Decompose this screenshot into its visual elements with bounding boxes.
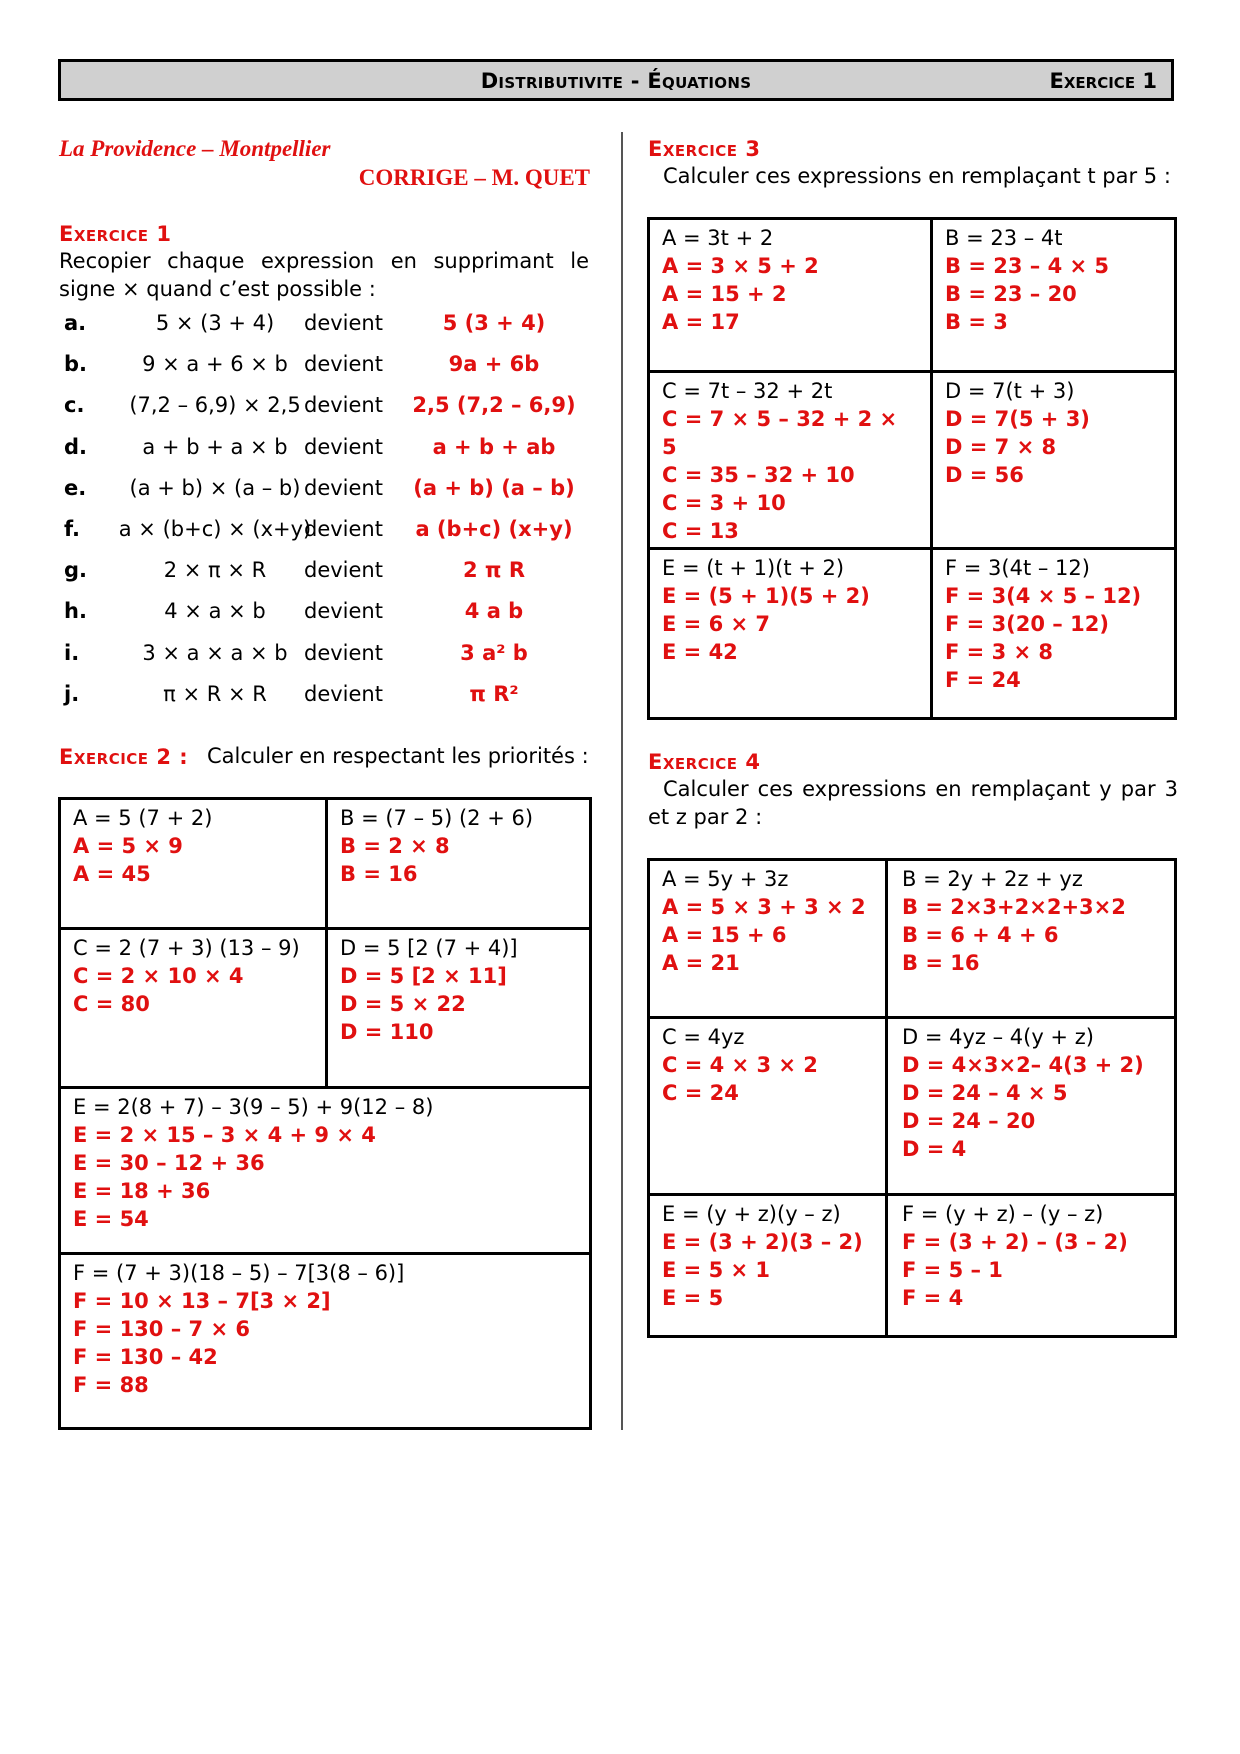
ex1-devient: devient (304, 517, 383, 541)
ex1-devient: devient (304, 352, 383, 377)
ex1-heading: Exercice 1 (59, 222, 172, 246)
cell-answer-line: F = 4 (902, 1286, 964, 1310)
cell-answer-line: C = 80 (73, 992, 150, 1016)
ex1-devient: devient (304, 640, 383, 665)
ex2-cell-e (61, 1089, 591, 1237)
cell-answer-line: B = 6 + 4 + 6 (902, 923, 1059, 947)
cell-answer-line: E = 30 – 12 + 36 (73, 1151, 265, 1175)
cell-question: D = 7(t + 3) (945, 379, 1075, 403)
cell-answer-line: F = 5 – 1 (902, 1258, 1003, 1282)
cell-question: F = (7 + 3)(18 – 5) – 7[3(8 – 6)] (73, 1261, 405, 1285)
school-name: La Providence – Montpellier (59, 136, 331, 161)
ex1-letter: e. (64, 475, 87, 500)
ex1-result: 3 a² b (460, 640, 528, 665)
ex4-cell-c (650, 1019, 885, 1111)
ex1-expression: a + b + a × b (142, 434, 288, 459)
ex1-letter: b. (64, 352, 88, 377)
ex1-devient: devient (304, 599, 383, 624)
cell-answer-line: E = 2 × 15 – 3 × 4 + 9 × 4 (73, 1123, 376, 1147)
cell-question: A = 5y + 3z (662, 867, 789, 891)
ex2-cell-c (61, 930, 325, 1022)
ex1-result: a + b + ab (432, 434, 556, 459)
ex1-letter: a. (64, 311, 87, 335)
cell-question: B = 2y + 2z + yz (902, 867, 1083, 891)
ex1-result: 2 π R (462, 558, 525, 583)
ex1-row (64, 393, 584, 433)
cell-answer-line: F = 130 – 42 (73, 1345, 218, 1369)
cell-answer-line: D = 4×3×2– 4(3 + 2) (902, 1053, 1144, 1077)
cell-question: C = 4yz (662, 1025, 745, 1049)
ex1-devient: devient (304, 311, 383, 335)
ex1-letter: i. (64, 640, 80, 665)
cell-answer-line: C = 2 × 10 × 4 (73, 964, 244, 988)
cell-answer-line: B = 16 (902, 951, 980, 975)
cell-answer-line: A = 45 (73, 862, 151, 886)
ex1-devient: devient (304, 681, 383, 706)
cell-answer-line: A = 3 × 5 + 2 (662, 254, 819, 278)
ex1-row (64, 476, 584, 516)
ex1-row (64, 558, 584, 598)
cell-answer-line: D = 24 – 20 (902, 1109, 1036, 1133)
ex4-cell-d (888, 1019, 1177, 1167)
ex3-cell-b (933, 220, 1177, 340)
cell-answer-line: D = 7 × 8 (945, 435, 1057, 459)
ex1-expression: 9 × a + 6 × b (142, 352, 288, 377)
cell-answer-line: F = 3(4 × 5 – 12) (945, 584, 1142, 608)
ex2-heading: Exercice 2 : (59, 745, 189, 769)
ex4-table (647, 858, 1177, 1338)
ex1-devient: devient (304, 558, 383, 583)
cell-question: C = 2 (7 + 3) (13 – 9) (73, 936, 300, 960)
cell-question: E = (y + z)(y – z) (662, 1202, 841, 1226)
cell-answer-line: C = 7 × 5 – 32 + 2 × 5 (662, 407, 898, 459)
ex3-cell-f (933, 550, 1177, 698)
cell-answer-line: D = 110 (340, 1020, 434, 1044)
ex1-result: 2,5 (7,2 – 6,9) (412, 393, 576, 418)
ex1-expression: 2 × π × R (163, 558, 267, 583)
cell-answer-line: D = 5 × 22 (340, 992, 466, 1016)
ex3-instruction: Calculer ces expressions en remplaçant t par 5 : (663, 164, 1171, 188)
cell-answer-line: D = 56 (945, 463, 1024, 487)
ex4-heading: Exercice 4 (648, 750, 761, 774)
header-exercise: Exercice 1 (1049, 69, 1157, 93)
cell-question: B = 23 – 4t (945, 226, 1063, 250)
ex1-result: π R² (469, 681, 519, 706)
ex1-result: 9a + 6b (448, 352, 540, 377)
ex1-row (64, 517, 584, 557)
cell-question: E = 2(8 + 7) – 3(9 – 5) + 9(12 – 8) (73, 1095, 434, 1119)
ex1-letter: h. (64, 599, 87, 624)
cell-answer-line: F = 130 – 7 × 6 (73, 1317, 250, 1341)
ex1-expression: a × (b+c) × (x+y) (118, 517, 312, 541)
ex1-letter: j. (64, 681, 80, 706)
ex3-heading: Exercice 3 (648, 137, 761, 161)
corrige-author: CORRIGE – M. QUET (358, 165, 590, 190)
cell-question: B = (7 – 5) (2 + 6) (340, 806, 534, 830)
cell-answer-line: E = (3 + 2)(3 – 2) (662, 1230, 863, 1254)
cell-answer-line: E = 54 (73, 1207, 149, 1231)
ex4-cell-b (888, 861, 1177, 981)
ex1-letter: f. (64, 517, 80, 541)
cell-answer-line: C = 24 (662, 1081, 739, 1105)
cell-answer-line: F = 10 × 13 – 7[3 × 2] (73, 1289, 331, 1313)
cell-answer-line: B = 2×3+2×2+3×2 (902, 895, 1126, 919)
cell-answer-line: D = 24 – 4 × 5 (902, 1081, 1068, 1105)
cell-answer-line: F = 88 (73, 1373, 149, 1397)
ex1-expression: π × R × R (163, 681, 267, 706)
cell-answer-line: C = 35 – 32 + 10 (662, 463, 855, 487)
cell-answer-line: D = 7(5 + 3) (945, 407, 1090, 431)
cell-question: F = (y + z) – (y – z) (902, 1202, 1104, 1226)
cell-answer-line: E = 42 (662, 640, 738, 664)
ex1-expression: 3 × a × a × b (142, 640, 288, 665)
cell-answer-line: B = 2 × 8 (340, 834, 450, 858)
cell-answer-line: F = (3 + 2) – (3 – 2) (902, 1230, 1128, 1254)
ex1-row (64, 352, 584, 392)
ex1-letter: d. (64, 434, 88, 459)
cell-answer-line: A = 15 + 2 (662, 282, 787, 306)
cell-question: D = 4yz – 4(y + z) (902, 1025, 1094, 1049)
ex3-cell-a (650, 220, 930, 340)
ex1-row (64, 641, 584, 681)
cell-question: D = 5 [2 (7 + 4)] (340, 936, 518, 960)
ex1-expression: (7,2 – 6,9) × 2,5 (129, 393, 301, 418)
ex1-expression: 4 × a × b (164, 599, 266, 624)
cell-answer-line: E = (5 + 1)(5 + 2) (662, 584, 870, 608)
ex2-cell-d (328, 930, 592, 1050)
cell-answer-line: E = 5 (662, 1286, 724, 1310)
ex2-cell-b (328, 800, 592, 892)
column-divider (621, 132, 623, 1430)
cell-answer-line: E = 18 + 36 (73, 1179, 211, 1203)
ex1-devient: devient (304, 393, 383, 418)
cell-question: F = 3(4t – 12) (945, 556, 1090, 580)
ex1-result: a (b+c) (x+y) (415, 517, 573, 541)
ex1-row (64, 599, 584, 639)
cell-answer-line: C = 13 (662, 519, 739, 543)
ex4-cell-e (650, 1196, 885, 1316)
ex1-expression: 5 × (3 + 4) (155, 311, 275, 335)
cell-answer-line: E = 5 × 1 (662, 1258, 771, 1282)
cell-answer-line: B = 3 (945, 310, 1008, 334)
ex1-devient: devient (304, 475, 383, 500)
cell-answer-line: B = 23 – 20 (945, 282, 1077, 306)
ex1-devient: devient (304, 434, 383, 459)
ex1-expression: (a + b) × (a – b) (129, 475, 301, 500)
ex3-cell-d (933, 373, 1177, 493)
header-title: Distributivite - Équations (480, 69, 752, 93)
ex1-result: 5 (3 + 4) (442, 311, 546, 335)
ex1-row (64, 682, 584, 722)
ex3-table (647, 217, 1177, 720)
cell-answer-line: C = 4 × 3 × 2 (662, 1053, 818, 1077)
ex1-letter: g. (64, 558, 88, 583)
cell-answer-line: F = 3 × 8 (945, 640, 1054, 664)
ex2-table (58, 797, 592, 1430)
cell-answer-line: F = 24 (945, 668, 1021, 692)
cell-answer-line: B = 23 – 4 × 5 (945, 254, 1110, 278)
cell-answer-line: B = 16 (340, 862, 418, 886)
ex4-cell-a (650, 861, 885, 981)
ex1-result: 4 a b (464, 599, 524, 624)
page-header (58, 59, 1174, 101)
cell-answer-line: A = 17 (662, 310, 740, 334)
ex1-row (64, 311, 584, 351)
ex1-result: (a + b) (a – b) (413, 475, 575, 500)
cell-question: E = (t + 1)(t + 2) (662, 556, 845, 580)
cell-question: C = 7t – 32 + 2t (662, 379, 833, 403)
cell-answer-line: D = 4 (902, 1137, 967, 1161)
ex3-cell-e (650, 550, 930, 670)
ex2-cell-a (61, 800, 325, 892)
ex2-instruction: Calculer en respectant les priorités : (207, 744, 589, 768)
ex4-cell-f (888, 1196, 1177, 1316)
ex1-instruction: Recopier chaque expression en supprimant le signe × quand c’est possible : (59, 249, 589, 301)
cell-answer-line: F = 3(20 – 12) (945, 612, 1109, 636)
ex1-letter: c. (64, 393, 85, 418)
ex1-row (64, 435, 584, 475)
cell-answer-line: E = 6 × 7 (662, 612, 771, 636)
cell-answer-line: A = 5 × 3 + 3 × 2 (662, 895, 866, 919)
ex2-cell-f (61, 1255, 591, 1403)
cell-answer-line: A = 15 + 6 (662, 923, 787, 947)
cell-question: A = 5 (7 + 2) (73, 806, 213, 830)
cell-answer-line: A = 5 × 9 (73, 834, 183, 858)
cell-answer-line: D = 5 [2 × 11] (340, 964, 507, 988)
cell-answer-line: C = 3 + 10 (662, 491, 786, 515)
ex3-cell-c (650, 373, 930, 549)
cell-question: A = 3t + 2 (662, 226, 774, 250)
cell-answer-line: A = 21 (662, 951, 740, 975)
ex4-instruction: Calculer ces expressions en remplaçant y par 3 et z par 2 : (648, 777, 1178, 829)
